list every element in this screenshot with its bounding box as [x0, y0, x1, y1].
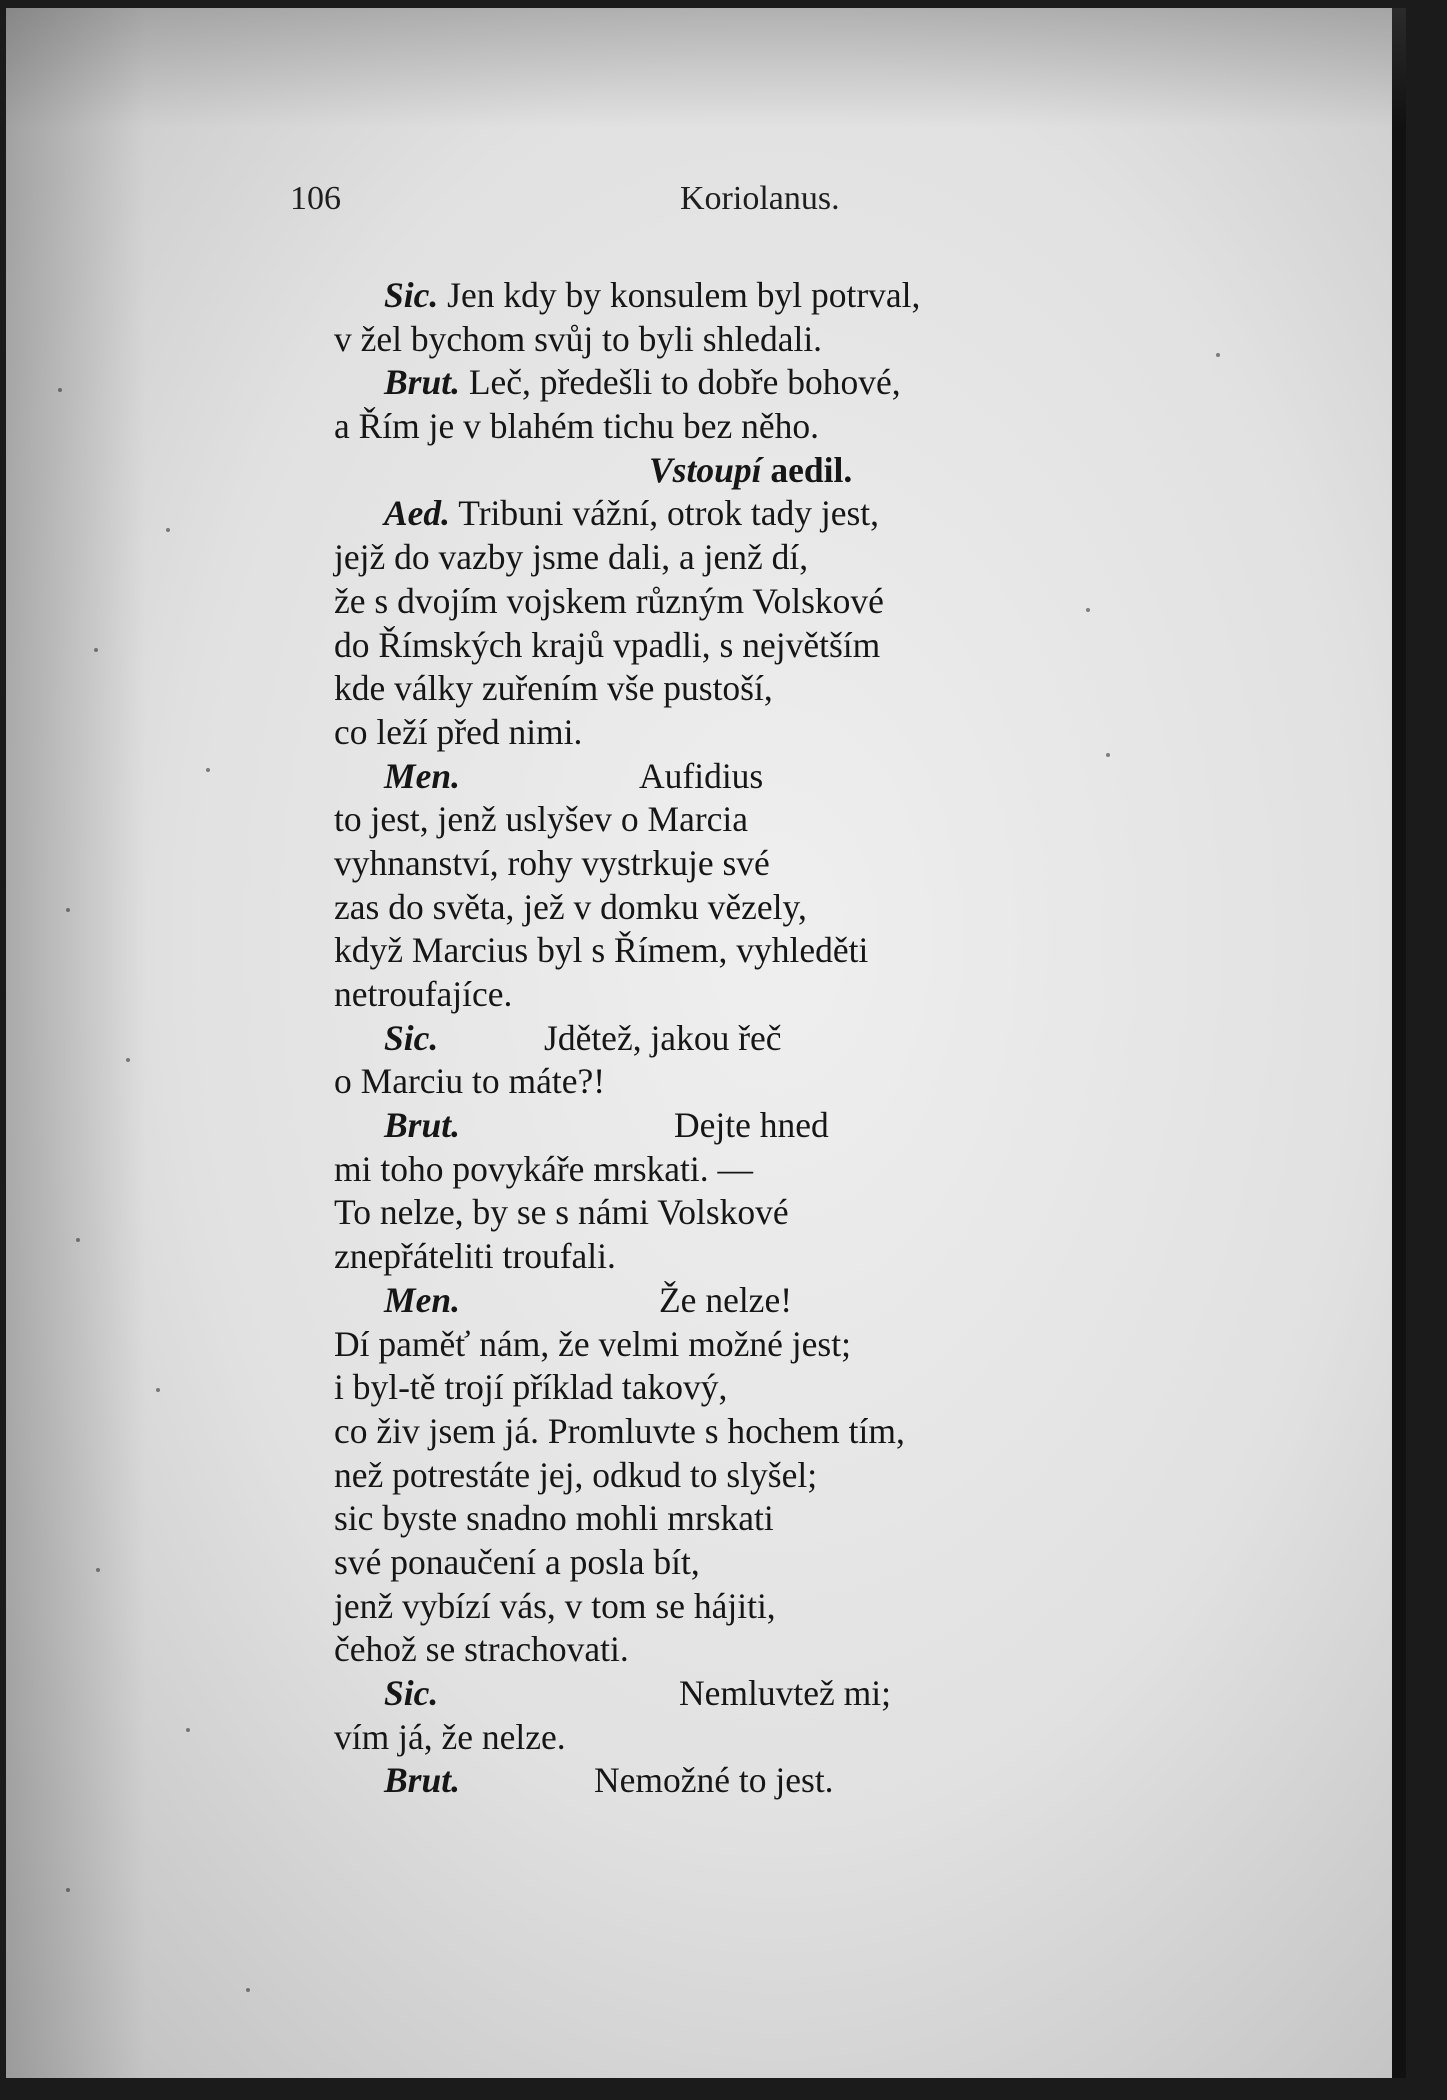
speech-text: Nemluvtež mi; [679, 1673, 891, 1713]
speech-text: Jen kdy by konsulem byl potrval, [447, 275, 921, 315]
text-line: sic byste snadno mohli mrskati [334, 1498, 774, 1539]
speaker-name: Sic. [384, 275, 439, 315]
text-line: vyhnanství, rohy vystrkuje své [334, 842, 770, 883]
speaker-name: Aed. [384, 493, 451, 534]
speech-line [334, 1279, 1154, 1323]
stage-direction-verb: Vstoupí [649, 449, 762, 490]
speech-line [334, 755, 1154, 799]
text-line: Dí paměť nám, že velmi možné jest; [334, 1323, 851, 1364]
book-spine-edge [1392, 8, 1406, 2078]
text-line: netroufajíce. [334, 974, 513, 1014]
text-line: mi toho povykáře mrskati. — [334, 1148, 754, 1189]
book-page [6, 8, 1406, 2078]
speech-text: Leč, předešli to dobře bohové, [468, 362, 901, 403]
page-number: 106 [290, 180, 341, 217]
speech-line [334, 1017, 1154, 1061]
speech-line [334, 1759, 1154, 1803]
text-line: že s dvojím vojskem různým Volskové [334, 580, 884, 621]
text-line: když Marcius byl s Římem, vyhleděti [334, 930, 869, 971]
running-title: Koriolanus. [680, 180, 840, 217]
speech-line [334, 492, 1154, 536]
play-text [334, 274, 1154, 1803]
speech-text: Dejte hned [674, 1105, 829, 1146]
speaker-name: Brut. [384, 1760, 460, 1801]
speaker-name: Men. [384, 755, 460, 796]
speaker-name: Brut. [384, 1105, 460, 1146]
text-line: jenž vybízí vás, v tom se hájiti, [334, 1585, 776, 1626]
speech-text: Tribuni vážní, otrok tady jest, [458, 493, 880, 534]
text-line: co leží před nimi. [334, 711, 583, 752]
speech-line [334, 1104, 1154, 1148]
text-line: co živ jsem já. Promluvte s hochem tím, [334, 1410, 905, 1451]
stage-direction-subject: aedil. [770, 449, 853, 490]
text-line: to jest, jenž uslyšev o Marcia [334, 799, 749, 840]
text-line: jejž do vazby jsme dali, a jenž dí, [334, 537, 809, 578]
speech-line [334, 1672, 1154, 1716]
speech-line [334, 361, 1154, 405]
speech-text: Aufidius [639, 755, 764, 796]
speech-text: Jdětež, jakou řeč [544, 1017, 782, 1058]
speaker-name: Men. [384, 1279, 460, 1320]
text-line: znepřáteliti troufali. [334, 1236, 616, 1277]
text-line: zas do světa, jež v domku vězely, [334, 886, 807, 927]
text-line: kde války zuřením vše pustoší, [334, 668, 773, 709]
text-line: své ponaučení a posla bít, [334, 1541, 700, 1582]
text-line: i byl-tě trojí příklad takový, [334, 1367, 728, 1408]
speech-text: Nemožné to jest. [594, 1760, 834, 1801]
speech-text: Že nelze! [659, 1279, 793, 1320]
speaker-name: Brut. [384, 362, 460, 403]
speaker-name: Sic. [384, 1017, 439, 1058]
speech-line [334, 274, 1154, 318]
stage-direction [334, 449, 1154, 493]
text-line: vím já, že nelze. [334, 1716, 566, 1757]
speaker-name: Sic. [384, 1673, 439, 1713]
text-line: než potrestáte jej, odkud to slyšel; [334, 1454, 818, 1495]
text-line: v žel bychom svůj to byli shledali. [334, 318, 823, 359]
text-line: čehož se strachovati. [334, 1629, 629, 1670]
text-line: a Řím je v blahém tichu bez něho. [334, 406, 820, 447]
text-line: do Římských krajů vpadli, s největším [334, 624, 881, 665]
text-line: To nelze, by se s námi Volskové [334, 1192, 789, 1233]
text-line: o Marciu to máte?! [334, 1061, 606, 1102]
